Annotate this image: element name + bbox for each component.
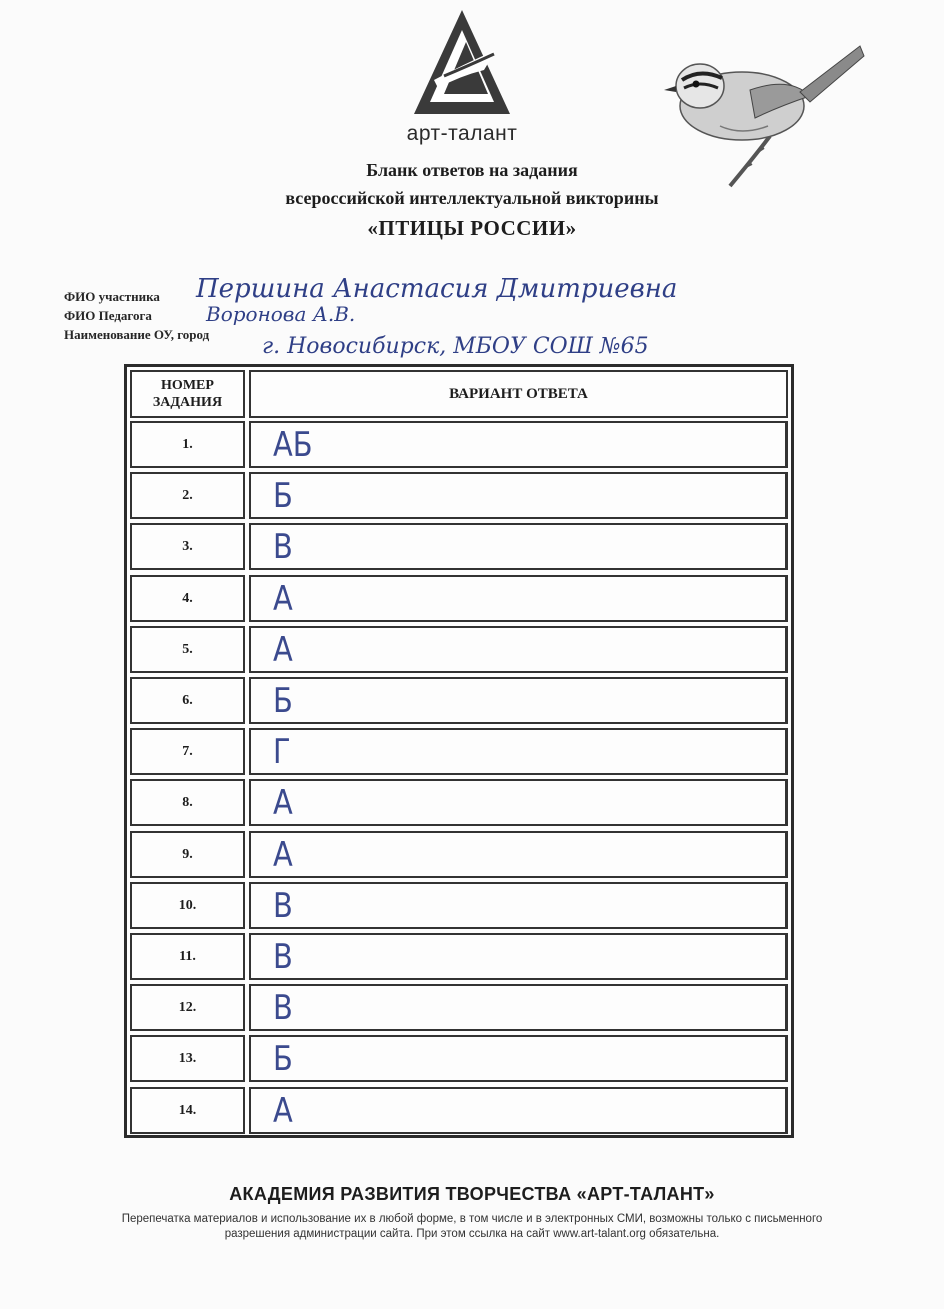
column-header-answer: ВАРИАНТ ОТВЕТА bbox=[249, 370, 788, 418]
answer-cell-4[interactable] bbox=[249, 575, 788, 622]
answer-value: АБ bbox=[273, 425, 313, 465]
task-number-6: 6. bbox=[130, 677, 245, 724]
participant-field[interactable]: Першина Анастасия Дмитриевна bbox=[196, 274, 678, 304]
teacher-label: ФИО Педагога bbox=[64, 308, 152, 323]
task-number-11: 11. bbox=[130, 933, 245, 980]
answer-value: Б bbox=[273, 1039, 293, 1079]
task-number-8: 8. bbox=[130, 779, 245, 826]
task-number-13: 13. bbox=[130, 1035, 245, 1082]
brand-name: арт-талант bbox=[406, 122, 518, 145]
answer-value: Б bbox=[273, 476, 293, 516]
quiz-name: «ПТИЦЫ РОССИИ» bbox=[367, 216, 577, 240]
school-label: Наименование ОУ, город bbox=[64, 327, 210, 342]
task-number-3: 3. bbox=[130, 523, 245, 570]
answer-cell-10[interactable] bbox=[249, 882, 788, 929]
task-number-1: 1. bbox=[130, 421, 245, 468]
participant-label: ФИО участника bbox=[64, 289, 160, 304]
answer-cell-14[interactable] bbox=[249, 1087, 788, 1134]
answer-cell-12[interactable] bbox=[249, 984, 788, 1031]
answer-cell-5[interactable] bbox=[249, 626, 788, 673]
answer-value: В bbox=[273, 527, 293, 567]
answer-value: А bbox=[273, 783, 293, 823]
footer-organization: АКАДЕМИЯ РАЗВИТИЯ ТВОРЧЕСТВА «АРТ-ТАЛАНТ» bbox=[229, 1184, 715, 1204]
answer-value: А bbox=[273, 835, 293, 875]
answer-value: Б bbox=[273, 681, 293, 721]
answer-cell-11[interactable] bbox=[249, 933, 788, 980]
sheet-title-line-1: Бланк ответов на задания bbox=[366, 160, 578, 180]
answer-cell-8[interactable] bbox=[249, 779, 788, 826]
answer-value: А bbox=[273, 1091, 293, 1131]
sheet-title-line-2: всероссийской интеллектуальной викторины bbox=[285, 188, 659, 208]
answer-value: А bbox=[273, 579, 293, 619]
task-number-12: 12. bbox=[130, 984, 245, 1031]
answer-cell-3[interactable] bbox=[249, 523, 788, 570]
footer-copyright-notice: Перепечатка материалов и использование их в любой форме, в том числе и в электронных СМИ, возможны только с письменного разрешения администрации сайта. При этом ссылка на сайт www.art-talant.org обязательна. bbox=[121, 1213, 823, 1240]
task-number-5: 5. bbox=[130, 626, 245, 673]
answer-value: В bbox=[273, 886, 293, 926]
answer-table bbox=[124, 364, 794, 1138]
school-field[interactable]: г. Новосибирск, МБОУ СОШ №65 bbox=[262, 334, 649, 359]
answer-cell-1[interactable] bbox=[249, 421, 788, 468]
answer-cell-7[interactable] bbox=[249, 728, 788, 775]
teacher-field[interactable]: Воронова А.В. bbox=[206, 302, 356, 326]
answer-value: В bbox=[273, 988, 293, 1028]
column-header-number: НОМЕР ЗАДАНИЯ bbox=[130, 370, 245, 418]
task-number-2: 2. bbox=[130, 472, 245, 519]
task-number-14: 14. bbox=[130, 1087, 245, 1134]
answer-cell-2[interactable] bbox=[249, 472, 788, 519]
task-number-7: 7. bbox=[130, 728, 245, 775]
answer-cell-13[interactable] bbox=[249, 1035, 788, 1082]
answer-value: Г bbox=[273, 732, 291, 772]
answer-value: В bbox=[273, 937, 293, 977]
answer-cell-9[interactable] bbox=[249, 831, 788, 878]
task-number-10: 10. bbox=[130, 882, 245, 929]
answer-cell-6[interactable] bbox=[249, 677, 788, 724]
art-talant-logo-icon bbox=[414, 10, 510, 114]
task-number-9: 9. bbox=[130, 831, 245, 878]
answer-value: А bbox=[273, 630, 293, 670]
task-number-4: 4. bbox=[130, 575, 245, 622]
